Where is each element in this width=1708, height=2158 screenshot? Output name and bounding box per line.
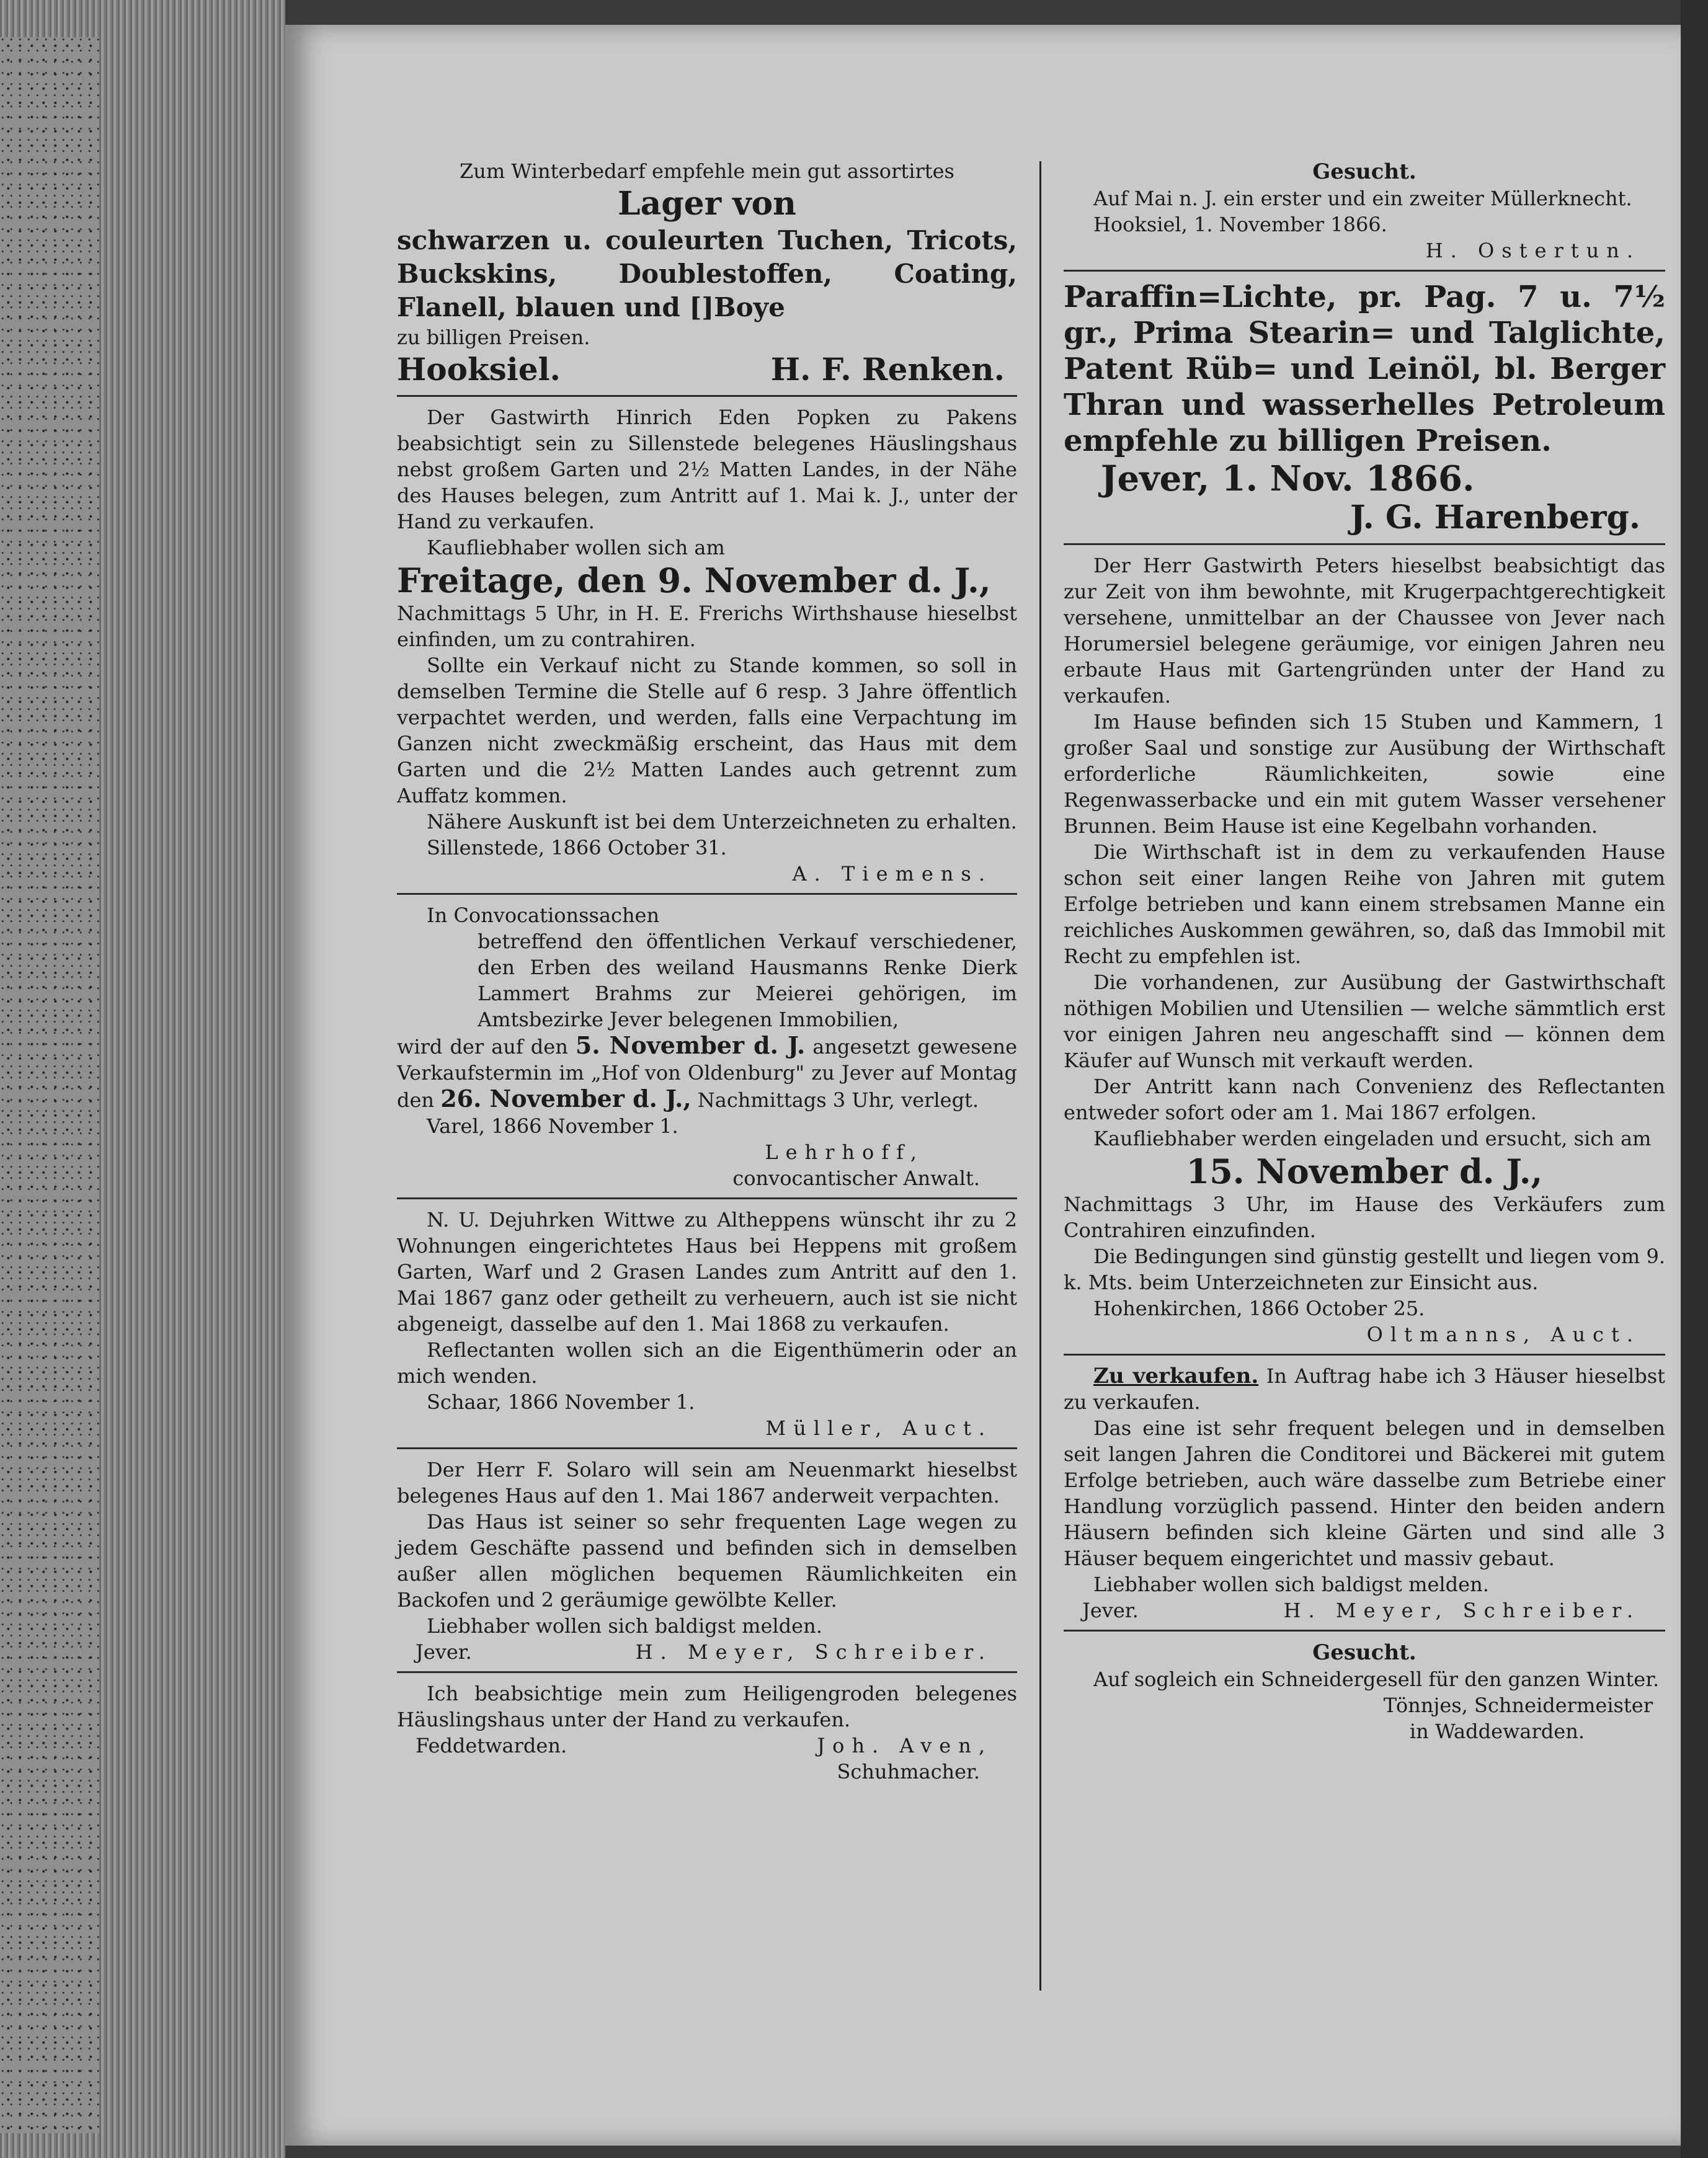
ad-dateline: Jever, 1. Nov. 1866. <box>1101 458 1475 499</box>
ad-intro: Zum Winterbedarf empfehle mein gut assortirtes <box>460 159 954 183</box>
ad-paragraph: Kaufliebhaber werden eingeladen und ersucht, sich am <box>1093 1127 1652 1150</box>
ad-meyer <box>1064 1363 1665 1623</box>
ad-signature: Müller, Auct. <box>765 1416 992 1440</box>
ad-heading: Gesucht. <box>1312 159 1417 184</box>
separator <box>397 1447 1017 1449</box>
ad-signature: Lehrhoff, <box>765 1140 924 1164</box>
separator <box>397 893 1017 895</box>
ad-renken <box>397 158 1017 389</box>
ad-text: Nachmittags 3 Uhr, verlegt. <box>697 1088 979 1112</box>
ad-signature: Joh. Aven, <box>817 1734 992 1757</box>
ad-paragraph: Die Wirthschaft ist in dem zu verkaufenden Hause schon seit einer langen Reihe von Jahren mit gutem Erfolge betrieben und kann einem strebsamen Manne ein reichliches Auskommen gewähren, so, daß das Immobil mit Recht zu empfehlen ist. <box>1064 840 1665 968</box>
ad-ostertun <box>1064 158 1665 264</box>
ad-signature: H. Meyer, Schreiber. <box>635 1640 992 1664</box>
ad-signature: Tönnjes, Schneidermeister <box>1383 1694 1653 1717</box>
ad-paragraph: Nähere Auskunft ist bei dem Unterzeichneten zu erhalten. <box>427 810 1017 833</box>
ad-dateline: Hooksiel, 1. November 1866. <box>1093 213 1387 236</box>
ad-paragraph: Nachmittags 5 Uhr, in H. E. Frerichs Wirthshause hieselbst einfinden, um zu contrahiren. <box>397 602 1017 651</box>
ad-signature-title: Schuhmacher. <box>837 1760 980 1783</box>
ad-paragraph: Sollte ein Verkauf nicht zu Stande kommen, so soll in demselben Termine die Stelle auf 6 resp. 3 Jahre öffentlich verpachtet werden, und werden, falls eine Verpachtung im Ganzen nicht zweckmäßig erscheint, das Haus mit dem Garten und die 2½ Matten Landes auch getrennt zum Auffatz kommen. <box>397 654 1017 807</box>
ad-paragraph: N. U. Dejuhrken Wittwe zu Altheppens wünscht ihr zu 2 Wohnungen eingerichtetes Haus bei Heppens mit großem Garten, Warf und 2 Grasen Landes zum Antritt auf den 1. Mai 1867 ganz oder getheilt zu verheuern, auch ist sie nicht abgeneigt, dasselbe auf den 1. Mai 1868 zu verkaufen. <box>397 1208 1017 1336</box>
ad-tail: zu billigen Preisen. <box>397 326 590 349</box>
ad-date: 26. November d. J., <box>440 1085 692 1112</box>
ad-text: In Auftrag habe ich 3 Häuser hieselbst zu verkaufen. <box>1064 1364 1665 1414</box>
left-column <box>397 158 1017 1785</box>
ad-place: Feddetwarden. <box>416 1734 567 1757</box>
separator <box>397 1671 1017 1673</box>
ad-signature: A. Tiemens. <box>792 862 992 886</box>
ad-paragraph: Die Bedingungen sind günstig gestellt und liegen vom 9. k. Mts. beim Unterzeichneten zur Einsicht aus. <box>1064 1245 1665 1294</box>
ad-dateline: Schaar, 1866 November 1. <box>427 1390 695 1414</box>
ad-aven <box>397 1681 1017 1785</box>
column-divider <box>1039 161 1041 1991</box>
ad-paragraph: Der Gastwirth Hinrich Eden Popken zu Pakens beabsichtigt sein zu Sillenstede belegenes Häuslingshaus nebst großem Garten und 2½ Matten Landes, in der Nähe des Hauses belegen, zum Antritt auf 1. Mai k. J., unter der Hand zu verkaufen. <box>397 406 1017 533</box>
ad-goods: schwarzen u. couleurten Tuchen, Tricots, Buckskins, Doublestoffen, Coating, Flanell, blauen und []Boye <box>397 225 1017 322</box>
ad-date: Freitage, den 9. November d. J., <box>397 561 991 600</box>
separator <box>1064 1630 1665 1632</box>
ad-harenberg <box>1064 279 1665 537</box>
ad-date: 15. November d. J., <box>1186 1152 1543 1191</box>
scan-background <box>1681 0 1708 2158</box>
ad-paragraph: Die vorhandenen, zur Ausübung der Gastwirthschaft nöthigen Mobilien und Utensilien — welche sämmtlich erst vor einigen Jahren neu angeschafft sind — können dem Käufer auf Wunsch mit verkauft werden. <box>1064 970 1665 1072</box>
ad-signature-place: in Waddewarden. <box>1409 1720 1585 1743</box>
ad-paragraph: betreffend den öffentlichen Verkauf verschiedener, den Erben des weiland Hausmanns Renke Dierk Lammert Brahms zur Meierei gehörigen, im Amtsbezirke Jever belegenen Immobilien, <box>478 930 1017 1031</box>
ad-paragraph: Ich beabsichtige mein zum Heiligengroden belegenes Häuslingshaus unter der Hand zu verkaufen. <box>397 1682 1017 1731</box>
separator <box>1064 543 1665 545</box>
ad-paragraph: Im Hause befinden sich 15 Stuben und Kammern, 1 großer Saal und sonstige zur Ausübung der Wirthschaft erforderliche Räumlichkeiten, sowie eine Regenwasserbacke und ein mit gutem Wasser versehener Brunnen. Beim Hause ist eine Kegelbahn vorhanden. <box>1064 710 1665 838</box>
right-column <box>1064 158 1665 1744</box>
separator <box>397 1197 1017 1199</box>
ad-popken <box>397 404 1017 887</box>
ad-dateline: Sillenstede, 1866 October 31. <box>427 836 727 859</box>
ad-goods: Paraffin=Lichte, pr. Pag. 7 u. 7½ gr., Prima Stearin= und Talglichte, Patent Rüb= und Leinöl, bl. Berger Thran und wasserhelles Petroleum empfehle zu billigen Preisen. <box>1064 280 1665 458</box>
ad-paragraph: Liebhaber wollen sich baldigst melden. <box>427 1614 822 1638</box>
ad-paragraph: Der Herr F. Solaro will sein am Neuenmarkt hieselbst belegenes Haus auf den 1. Mai 1867 anderweit verpachten. <box>397 1458 1017 1507</box>
separator <box>1064 270 1665 272</box>
ad-signature: H. Meyer, Schreiber. <box>1283 1599 1640 1622</box>
ad-place: Jever. <box>416 1640 472 1664</box>
ad-dateline: Varel, 1866 November 1. <box>427 1114 678 1138</box>
ad-convocation <box>397 902 1017 1191</box>
page-fore-edge <box>0 37 99 2133</box>
ad-paragraph: Der Antritt kann nach Convenienz des Reflectanten entweder sofort oder am 1. Mai 1867 erfolgen. <box>1064 1075 1665 1124</box>
ad-place: Hooksiel. <box>397 351 561 388</box>
ad-heading: Gesucht. <box>1312 1640 1417 1665</box>
ad-signature: J. G. Harenberg. <box>1350 499 1640 536</box>
ad-date: 5. November d. J. <box>575 1031 806 1059</box>
ad-paragraph: Reflectanten wollen sich an die Eigenthümerin oder an mich wenden. <box>397 1338 1017 1388</box>
ad-peters <box>1064 553 1665 1348</box>
ad-toennjes <box>1064 1639 1665 1744</box>
ad-paragraph: Der Herr Gastwirth Peters hieselbst beabsichtigt das zur Zeit von ihm bewohnte, mit Krugerpachtgerechtigkeit versehene, unmittelbar an der Chaussee von Jever nach Horumersiel belegene geräumige, vor einigen Jahren neu erbaute Haus mit Gartengründen unter der Hand zu verkaufen. <box>1064 554 1665 708</box>
ad-dateline: Hohenkirchen, 1866 October 25. <box>1093 1297 1425 1320</box>
separator <box>1064 1354 1665 1356</box>
ad-paragraph: Liebhaber wollen sich baldigst melden. <box>1093 1573 1489 1596</box>
ad-paragraph: Auf Mai n. J. ein erster und ein zweiter Müllerknecht. <box>1093 187 1632 210</box>
ad-paragraph: Kaufliebhaber wollen sich am <box>427 536 725 559</box>
ad-paragraph: Das eine ist sehr frequent belegen und in demselben seit langen Jahren die Conditorei und Bäckerei mit gutem Erfolge betrieben, auch wäre dasselbe zum Betriebe einer Handlung vorzüglich passend. Hinter den beiden andern Häusern befinden sich kleine Gärten und sind alle 3 Häuser bequem eingerichtet und massiv gebaut. <box>1064 1416 1665 1570</box>
separator <box>397 395 1017 397</box>
ad-signature: H. Ostertun. <box>1425 239 1640 262</box>
ad-signature: Oltmanns, Auct. <box>1366 1323 1640 1346</box>
ad-text: wird der auf den <box>397 1035 568 1059</box>
ad-text: angesetzt gewesene Verkaufstermin im „Hof von Oldenburg" zu Jever auf Montag den <box>397 1035 1018 1112</box>
ad-signature: H. F. Renken. <box>770 351 1005 388</box>
ad-lead: Zu verkaufen. <box>1093 1364 1259 1388</box>
ad-paragraph: In Convocationssachen <box>427 904 660 927</box>
ad-dejuhrken <box>397 1207 1017 1441</box>
ad-title: Lager von <box>618 185 796 223</box>
ad-solaro <box>397 1457 1017 1665</box>
ad-paragraph: Auf sogleich ein Schneidergesell für den ganzen Winter. <box>1093 1667 1660 1691</box>
ad-signature-title: convocantischer Anwalt. <box>732 1166 980 1190</box>
ad-paragraph: Nachmittags 3 Uhr, im Hause des Verkäufers zum Contrahiren einzufinden. <box>1064 1192 1665 1242</box>
ad-place: Jever. <box>1082 1599 1139 1622</box>
ad-paragraph: Das Haus ist seiner so sehr frequenten Lage wegen zu jedem Geschäfte passend und befinden sich in demselben außer allen möglichen bequemen Räumlichkeiten ein Backofen und 2 geräumige gewölbte Keller. <box>397 1510 1017 1612</box>
